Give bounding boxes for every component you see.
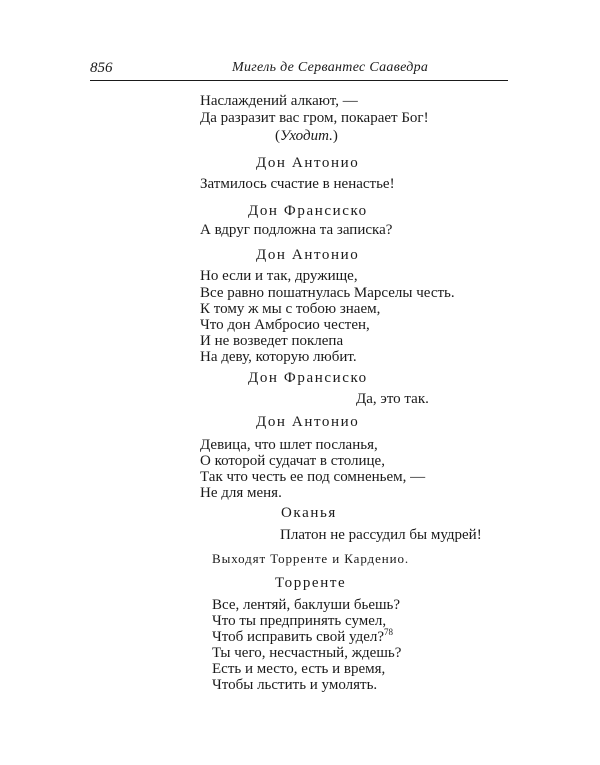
verse-line: Да, это так. bbox=[356, 391, 429, 407]
header-rule bbox=[90, 80, 508, 81]
verse-line: Ты чего, несчастный, ждешь? bbox=[212, 645, 402, 661]
page-number: 856 bbox=[90, 60, 113, 76]
verse-line: Что ты предпринять сумел, bbox=[212, 613, 387, 629]
verse-line: К тому ж мы с тобою знаем, bbox=[200, 301, 381, 317]
stage-direction-entrance: Выходят Торренте и Карденио. bbox=[212, 551, 410, 566]
speaker-name: Оканья bbox=[281, 505, 337, 521]
speaker-name: Дон Антонио bbox=[256, 155, 360, 171]
speaker-name: Дон Антонио bbox=[256, 247, 360, 263]
verse-line: Платон не рассудил бы мудрей! bbox=[280, 527, 482, 543]
verse-line: Чтобы льстить и умолять. bbox=[212, 677, 378, 693]
running-head: Мигель де Сервантес Сааведра bbox=[232, 60, 429, 75]
verse-line: О которой судачат в столице, bbox=[200, 453, 385, 469]
stage-direction-exit: (Уходит.) bbox=[275, 128, 338, 144]
speaker-name: Дон Антонио bbox=[256, 414, 360, 430]
verse-line: И не возведет поклепа bbox=[200, 333, 344, 349]
speaker-name: Дон Франсиско bbox=[248, 370, 368, 386]
verse-line: Все равно пошатнулась Марселы честь. bbox=[200, 285, 455, 301]
verse-line: Все, лентяй, баклуши бьешь? bbox=[212, 597, 401, 613]
verse-line: Так что честь ее под сомненьем, — bbox=[200, 469, 426, 485]
stage-exit-text: Уходит. bbox=[280, 128, 333, 144]
verse-line: Да разразит вас гром, покарает Бог! bbox=[200, 110, 429, 126]
verse-line: Но если и так, дружище, bbox=[200, 268, 358, 284]
verse-line: Затмилось счастие в ненастье! bbox=[200, 176, 395, 192]
verse-line: Что дон Амбросио честен, bbox=[200, 317, 370, 333]
speaker-name: Дон Франсиско bbox=[248, 203, 368, 219]
verse-line: А вдруг подложна та записка? bbox=[200, 222, 393, 238]
verse-line: Девица, что шлет посланья, bbox=[200, 437, 378, 453]
verse-line: Не для меня. bbox=[200, 485, 282, 501]
footnote-marker: 78 bbox=[384, 627, 394, 637]
verse-line bbox=[212, 629, 393, 645]
verse-line: Наслаждений алкают, — bbox=[200, 93, 358, 109]
verse-line: На деву, которую любит. bbox=[200, 349, 357, 365]
speaker-name: Торренте bbox=[275, 575, 347, 591]
verse-text: Чтоб исправить свой удел? bbox=[212, 629, 385, 645]
verse-line: Есть и место, есть и время, bbox=[212, 661, 386, 677]
